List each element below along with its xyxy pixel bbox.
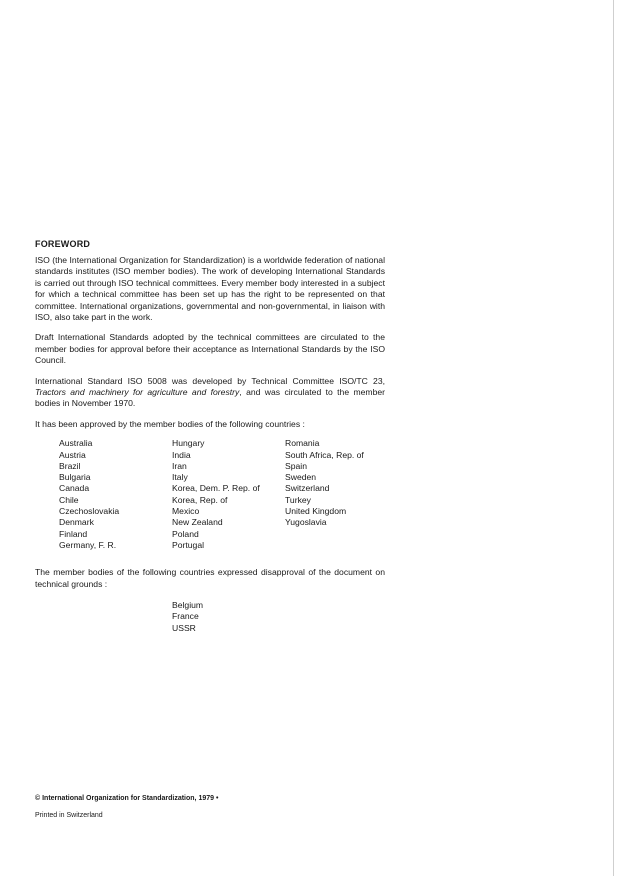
country-item: Iran (172, 460, 187, 471)
country-item: Denmark (59, 517, 94, 528)
country-item: Finland (59, 528, 88, 539)
foreword-paragraph-drafts: Draft International Standards adopted by the technical committees are circulated to the member bodies for approval before their acceptance as International Standards by the ISO Council. (35, 332, 385, 366)
copyright-notice: © International Organization for Standardization, 1979 • (35, 795, 219, 802)
approved-countries (35, 438, 385, 558)
disapproval-intro: The member bodies of the following countries expressed disapproval of the document on technical grounds : (35, 567, 385, 589)
country-item: Mexico (172, 506, 200, 517)
country-item: Brazil (59, 460, 81, 471)
country-item: Canada (59, 483, 90, 494)
country-item: Italy (172, 472, 188, 483)
country-item: Sweden (285, 472, 317, 483)
country-item: Korea, Dem. P. Rep. of (172, 483, 260, 494)
country-item: Bulgaria (59, 472, 91, 483)
foreword-paragraph-development (35, 376, 385, 410)
foreword-heading: FOREWORD (35, 239, 91, 249)
country-item: Poland (172, 528, 199, 539)
country-item: France (172, 611, 199, 622)
country-item: Romania (285, 438, 320, 449)
approval-intro: It has been approved by the member bodies of the following countries : (35, 418, 305, 429)
country-item: South Africa, Rep. of (285, 449, 364, 460)
disapproving-countries (172, 600, 385, 634)
country-item: Turkey (285, 494, 311, 505)
country-item: Switzerland (285, 483, 330, 494)
country-item: Portugal (172, 539, 205, 550)
country-item: USSR (172, 622, 196, 633)
approved-countries-column-3 (285, 438, 364, 528)
approved-countries-column-1 (59, 438, 119, 551)
development-text-start: International Standard ISO 5008 was developed by Technical Committee ISO/TC 23, (35, 375, 385, 386)
printed-in-notice: Printed in Switzerland (35, 812, 103, 819)
approved-countries-column-2 (172, 438, 260, 551)
committee-title: Tractors and machinery for agriculture and forestry (35, 387, 240, 398)
country-item: Korea, Rep. of (172, 494, 228, 505)
country-item: India (172, 449, 191, 460)
foreword-paragraph-iso: ISO (the International Organization for Standardization) is a worldwide federation of national standards institutes (ISO member bodies). The work of developing International Standards is carried out through ISO technical committees. Every member body interested in a subject for which a technical committee has been set up has the right to be represented on that committee. International organizations, governmental and non-governmental, in liaison with ISO, also take part in the work. (35, 255, 385, 323)
country-item: United Kingdom (285, 506, 347, 517)
development-text-end: , and was circulated to the member bodies in November 1970. (35, 387, 386, 409)
country-item: Yugoslavia (285, 517, 327, 528)
country-item: Australia (59, 438, 93, 449)
foreword-section (35, 239, 385, 634)
country-item: Germany, F. R. (59, 539, 117, 550)
country-item: Austria (59, 449, 86, 460)
country-item: Czechoslovakia (59, 506, 120, 517)
country-item: Chile (59, 494, 79, 505)
country-item: Belgium (172, 600, 204, 611)
country-item: Spain (285, 460, 307, 471)
page-edge-line (613, 0, 614, 876)
country-item: New Zealand (172, 517, 223, 528)
country-item: Hungary (172, 438, 205, 449)
